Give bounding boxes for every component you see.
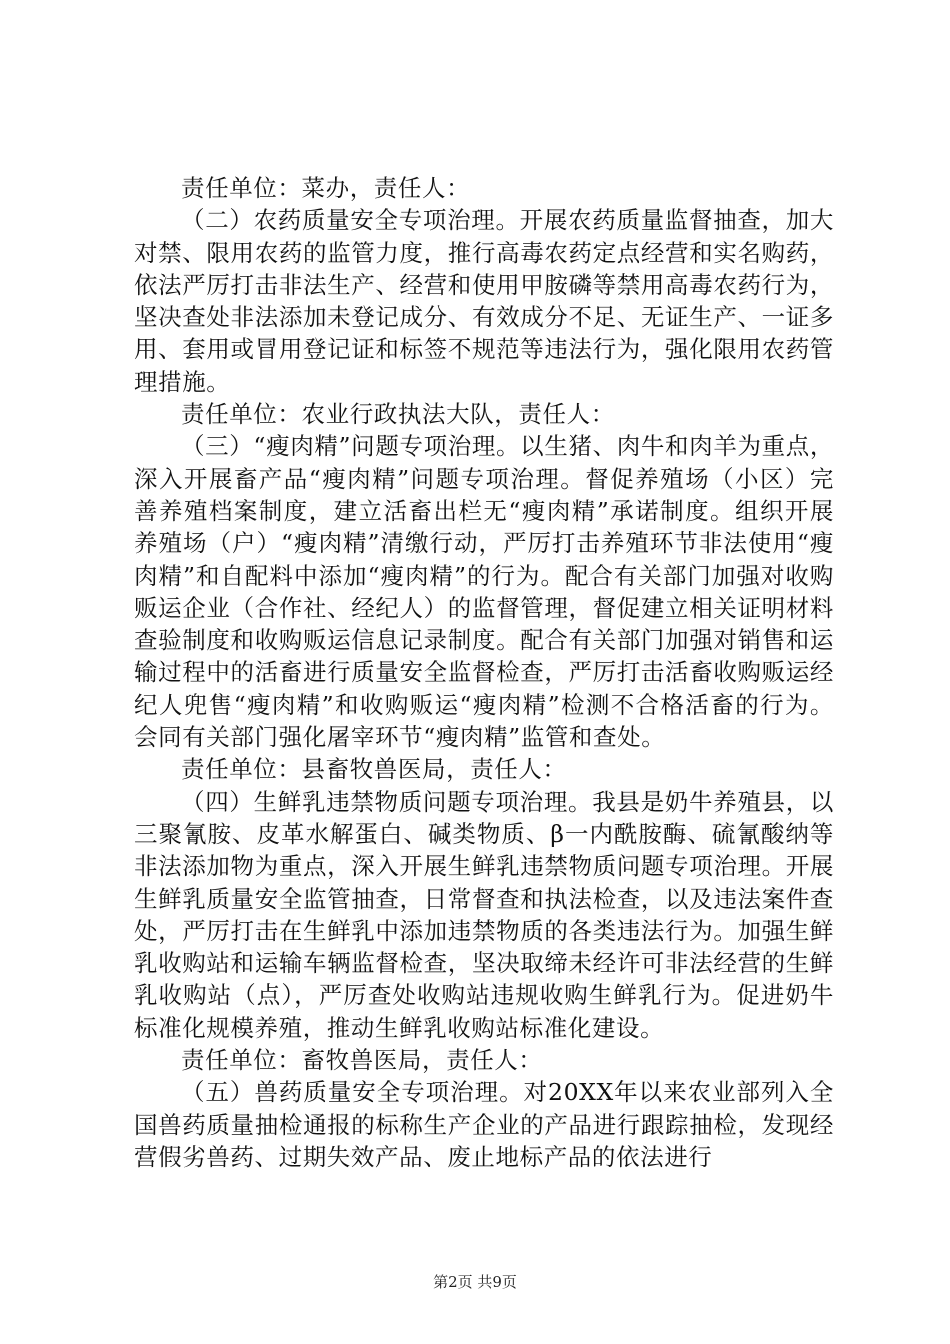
paragraph-clenbuterol-governance: （三）“瘦肉精”问题专项治理。以生猪、肉牛和肉羊为重点，深入开展畜产品“瘦肉精”问题专项治理。督促养殖场（小区）完善养殖档案制度，建立活畜出栏无“瘦肉精”承诺制度。组织开展养殖场（户）“瘦肉精”清缴行动，严厉打击养殖环节非法使用“瘦肉精”和自配料中添加“瘦肉精”的行为。配合有关部门加强对收购贩运企业（合作社、经纪人）的监督管理，督促建立相关证明材料查验制度和收购贩运信息记录制度。配合有关部门加强对销售和运输过程中的活畜进行质量安全监督检查，严厉打击活畜收购贩运经纪人兜售“瘦肉精”和收购贩运“瘦肉精”检测不合格活畜的行为。会同有关部门强化屠宰环节“瘦肉精”监管和查处。 xyxy=(134,432,834,752)
paragraph-responsible-unit-4: 责任单位：畜牧兽医局，责任人： xyxy=(181,1046,543,1075)
paragraph-pesticide-governance: （二）农药质量安全专项治理。开展农药质量监督抽查，加大对禁、限用农药的监管力度，推行高毒农药定点经营和实名购药，依法严厉打击非法生产、经营和使用甲胺磷等禁用高毒农药行为，坚决查处非法添加未登记成分、有效成分不足、无证生产、一证多用、套用或冒用登记证和标签不规范等违法行为，强化限用农药管理措施。 xyxy=(134,206,834,396)
document-body xyxy=(134,172,834,1173)
paragraph-raw-milk-governance: （四）生鲜乳违禁物质问题专项治理。我县是奶牛养殖县，以三聚氰胺、皮革水解蛋白、碱类物质、β一内酰胺酶、硫氰酸纳等非法添加物为重点，深入开展生鲜乳违禁物质问题专项治理。开展生鲜乳质量安全监管抽查，日常督查和执法检查，以及违法案件查处，严厉打击在生鲜乳中添加违禁物质的各类违法行为。加强生鲜乳收购站和运输车辆监督检查，坚决取缔未经许可非法经营的生鲜乳收购站（点），严厉查处收购站违规收购生鲜乳行为。促进奶牛标准化规模养殖，推动生鲜乳收购站标准化建设。 xyxy=(134,787,834,1042)
page-footer: 第2页 共9页 xyxy=(433,1273,517,1291)
paragraph-responsible-unit-2: 责任单位：农业行政执法大队，责任人： xyxy=(181,400,615,429)
paragraph-responsible-unit-1: 责任单位：菜办，责任人： xyxy=(181,174,471,202)
paragraph-responsible-unit-3: 责任单位：县畜牧兽医局，责任人： xyxy=(181,755,567,784)
paragraph-veterinary-drug-governance: （五）兽药质量安全专项治理。对20XX年以来农业部列入全国兽药质量抽检通报的标称生产企业的产品进行跟踪抽检，发现经营假劣兽药、过期失效产品、废止地标产品的依法进行 xyxy=(134,1078,834,1171)
